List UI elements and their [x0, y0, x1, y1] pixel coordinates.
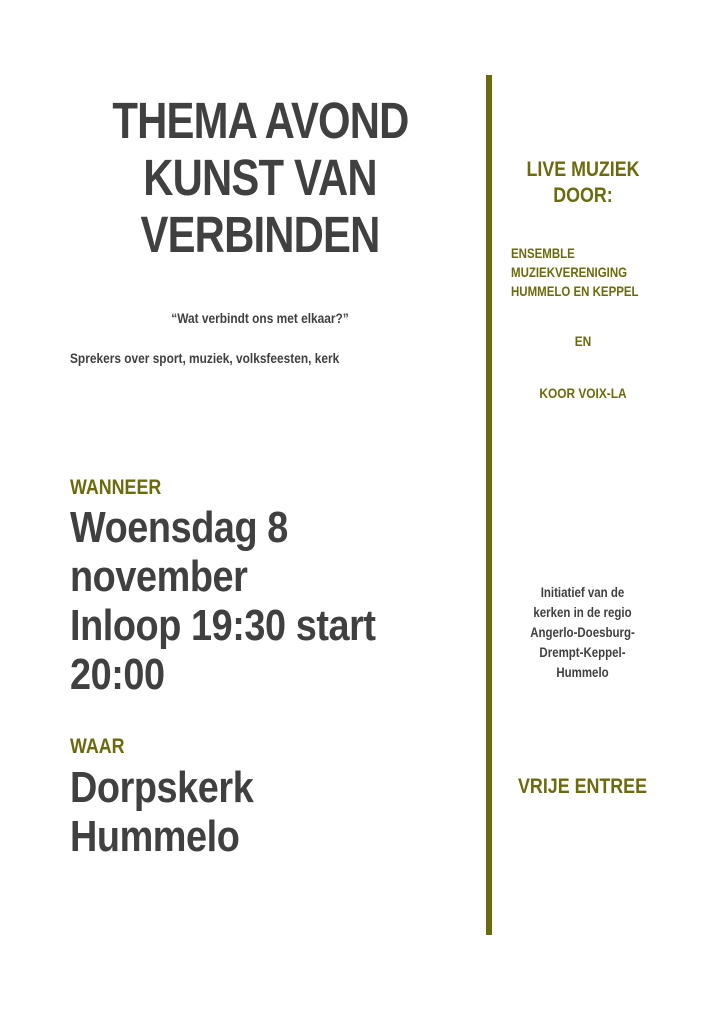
- initiative-line-4: Drempt-Keppel-: [539, 644, 626, 660]
- where-line-1: Dorpskerk: [70, 763, 254, 812]
- en-text: EN: [574, 333, 592, 349]
- quote-text: “Wat verbindt ons met elkaar?”: [171, 310, 349, 326]
- when-label: WANNEER: [70, 476, 162, 499]
- speakers-text: Sprekers over sport, muziek, volksfeesten, kerk: [70, 350, 340, 366]
- when-line-2: november: [70, 552, 248, 601]
- title-line-3: VERBINDEN: [140, 206, 380, 263]
- choir-text: KOOR VOIX-LA: [539, 385, 627, 401]
- when-line-1: Woensdag 8: [70, 503, 288, 552]
- live-line-2: DOOR:: [553, 184, 613, 207]
- initiative-line-3: Angerlo-Doesburg-: [530, 624, 635, 640]
- when-line-4: 20:00: [70, 650, 165, 699]
- ensemble-line-2: MUZIEKVERENIGING: [511, 264, 628, 280]
- when-details: [70, 503, 376, 699]
- where-label: WAAR: [70, 735, 125, 758]
- when-line-3: Inloop 19:30 start: [70, 601, 376, 650]
- live-line-1: LIVE MUZIEK: [526, 158, 640, 181]
- ensemble-text: [511, 244, 639, 301]
- initiative-line-5: Hummelo: [556, 664, 609, 680]
- vertical-divider: [486, 75, 492, 935]
- free-entrance-text: VRIJE ENTREE: [518, 775, 647, 798]
- initiative-line-1: Initiatief van de: [540, 584, 625, 600]
- live-music-heading: [519, 157, 647, 209]
- initiative-line-2: kerken in de regio: [533, 604, 632, 620]
- title-line-2: KUNST VAN: [143, 149, 377, 206]
- ensemble-line-1: ENSEMBLE: [511, 245, 575, 261]
- ensemble-line-3: HUMMELO EN KEPPEL: [511, 283, 639, 299]
- initiative-text: [515, 582, 650, 682]
- event-title: [112, 92, 407, 263]
- title-line-1: THEMA AVOND: [112, 92, 409, 149]
- where-details: [70, 763, 253, 861]
- where-line-2: Hummelo: [70, 812, 240, 861]
